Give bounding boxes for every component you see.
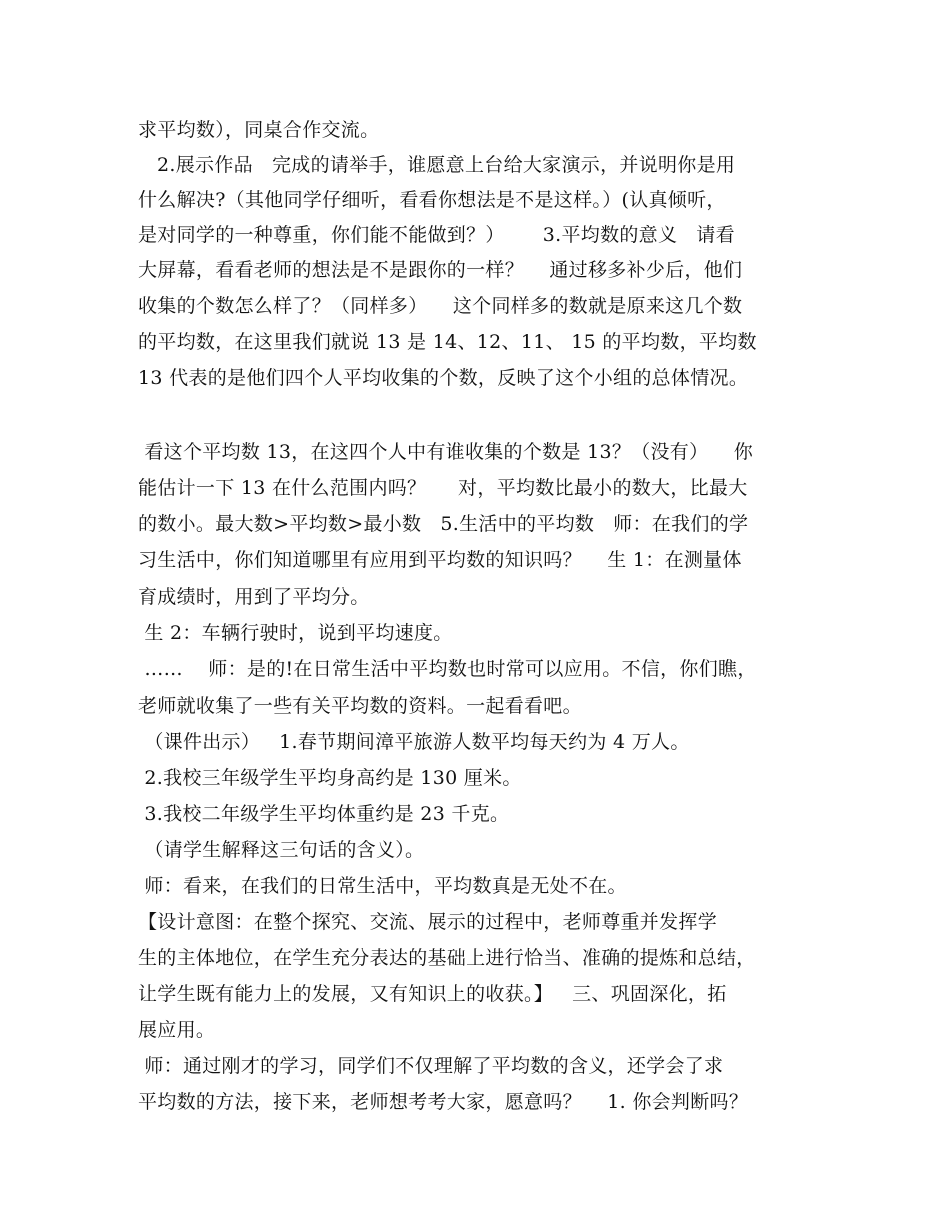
text-line: 展应用。: [138, 1019, 216, 1041]
text-line: 看这个平均数 13，在这四个人中有谁收集的个数是 13？（没有） 你: [138, 441, 754, 463]
text-line: 老师就收集了一些有关平均数的资料。一起看看吧。: [138, 695, 582, 717]
text-line: …… 师：是的!在日常生活中平均数也时常可以应用。不信，你们瞧，: [138, 658, 757, 680]
text-line: 师：看来，在我们的日常生活中，平均数真是无处不在。: [138, 875, 627, 897]
text-line: 13 代表的是他们四个人平均收集的个数，反映了这个小组的总体情况。: [138, 367, 749, 389]
text-line: 大屏幕，看看老师的想法是不是跟你的一样？ 通过移多补少后，他们: [138, 259, 743, 281]
text-line: 能估计一下 13 在什么范围内吗？ 对，平均数比最小的数大，比最大: [138, 477, 748, 499]
text-line: （课件出示） 1.春节期间漳平旅游人数平均每天约为 4 万人。: [138, 731, 690, 753]
text-line: 收集的个数怎么样了？（同样多） 这个同样多的数就是原来这几个数: [138, 295, 743, 317]
text-line: （请学生解释这三句话的含义）。: [138, 839, 425, 861]
text-line: 生的主体地位，在学生充分表达的基础上进行恰当、准确的提炼和总结，: [138, 947, 756, 969]
text-line: 的平均数，在这里我们就说 13 是 14、12、11、 15 的平均数，平均数: [138, 331, 757, 353]
text-line: 的数小。最大数>平均数>最小数 5.生活中的平均数 师：在我们的学: [138, 513, 749, 535]
text-line: 什么解决?（其他同学仔细听，看看你想法是不是这样。）(认真倾听，: [138, 189, 726, 211]
text-line: 育成绩时，用到了平均分。: [138, 586, 370, 608]
text-line: 师：通过刚才的学习，同学们不仅理解了平均数的含义，还学会了求: [138, 1055, 724, 1077]
text-line: 【设计意图：在整个探究、交流、展示的过程中，老师尊重并发挥学: [138, 911, 718, 933]
text-line: 是对同学的一种尊重，你们能不能做到？） 3.平均数的意义 请看: [138, 224, 735, 246]
text-line: 让学生既有能力上的发展，又有知识上的收获。】 三、巩固深化，拓: [138, 983, 727, 1005]
text-line: 求平均数），同桌合作交流。: [138, 119, 380, 141]
text-line: 生 2：车辆行驶时，说到平均速度。: [138, 622, 453, 644]
text-line: 平均数的方法，接下来，老师想考考大家，愿意吗？ 1. 你会判断吗？: [138, 1091, 749, 1113]
text-line: 习生活中，你们知道哪里有应用到平均数的知识吗？ 生 1：在测量体: [138, 549, 742, 571]
text-line: 3.我校二年级学生平均体重约是 23 千克。: [138, 803, 510, 825]
text-line: 2.展示作品 完成的请举手，谁愿意上台给大家演示，并说明你是用: [138, 154, 736, 176]
text-line: 2.我校三年级学生平均身高约是 130 厘米。: [138, 767, 522, 789]
